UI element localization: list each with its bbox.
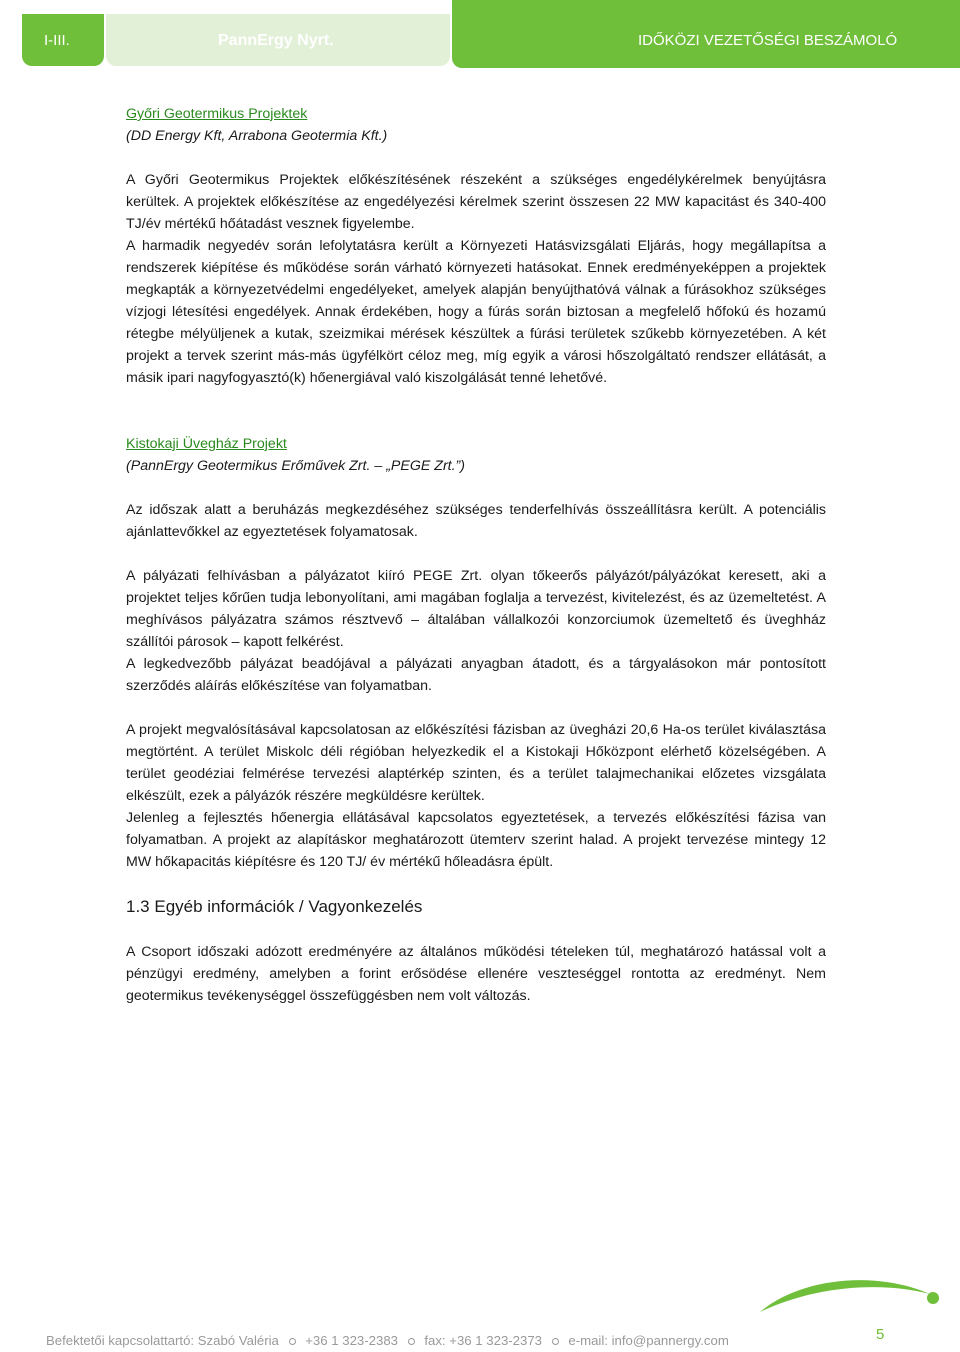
section-title-gyor: Győri Geotermikus Projektek xyxy=(126,106,308,122)
header-report-title: IDŐKÖZI VEZETŐSÉGI BESZÁMOLÓ xyxy=(638,32,898,49)
footer-phone: +36 1 323-2383 xyxy=(305,1333,398,1348)
section-title-kistokaj: Kistokaji Üvegház Projekt xyxy=(126,436,287,452)
section-heading-other: 1.3 Egyéb információk / Vagyonkezelés xyxy=(126,897,423,916)
paragraph: A pályázati felhívásban a pályázatot kiíró PEGE Zrt. olyan tőkeerős pályázót/pályázókat keresett, aki a projektet teljes kőrűen tudja lebonyolítani, ami magában foglalja a tervezést, kivitelezést, és az üzemeltetést. A meghívásos pályázatra számos résztvevő – általában vállalkozói konzorciumok üzemeltető és üveghház szállítói párosok – kapott felkérést. xyxy=(126,568,826,650)
paragraph: Az időszak alatt a beruházás megkezdéséhez szükséges tenderfelhívás összeállításra került. A potenciális ajánlattevőkkel az egyeztetések folyamatosak. xyxy=(126,502,826,540)
header-company: PannErgy Nyrt. xyxy=(218,32,334,49)
document-body xyxy=(126,103,826,1007)
footer-email[interactable]: e-mail: info@pannergy.com xyxy=(568,1333,729,1348)
section-subtitle-kistokaj: (PannErgy Geotermikus Erőművek Zrt. – „PEGE Zrt.”) xyxy=(126,458,466,474)
separator-dot-icon xyxy=(552,1338,559,1345)
paragraph: A Csoport időszaki adózott eredményére az általános működési tételeken túl, meghatározó hatással volt a pénzügyi eredmény, amelyben a forint erősödése ellenére veszteséggel rontotta az eredményt. Nem geotermikus tevékenységgel összefüggésben nem volt változás. xyxy=(126,944,826,1004)
section-subtitle-gyor: (DD Energy Kft, Arrabona Geotermia Kft.) xyxy=(126,128,388,144)
page-header xyxy=(0,0,960,68)
footer-contact-person: Befektetői kapcsolattartó: Szabó Valéria xyxy=(46,1333,279,1348)
page-footer xyxy=(46,1333,729,1348)
paragraph: Jelenleg a fejlesztés hőenergia ellátásával kapcsolatos egyeztetések, a tervezés előkészítési fázisa van folyamatban. A projekt az alapításkor meghatározott ütemterv szerint halad. A projekt tervezése mintegy 12 MW hőkapacitás kiépítésre és 120 TJ/ év mértékű hőleadásra épült. xyxy=(126,810,826,870)
footer-fax: fax: +36 1 323-2373 xyxy=(424,1333,543,1348)
page-number: 5 xyxy=(876,1326,885,1343)
swoosh-logo-icon xyxy=(755,1268,945,1318)
paragraph: A Győri Geotermikus Projektek előkészítésének részeként a szükséges engedélykérelmek benyújtásra kerültek. A projektek előkészítése az engedélyezési kérelmek szerint összesen 22 MW kapacitást és 340-400 TJ/év mértékű hőátadást vesznek figyelembe. xyxy=(126,172,826,232)
paragraph: A legkedvezőbb pályázat beadójával a pályázati anyagban átadott, és a tárgyalásokon már pontosított szerződés aláírás előkészítése van folyamatban. xyxy=(126,656,826,694)
separator-dot-icon xyxy=(408,1338,415,1345)
separator-dot-icon xyxy=(289,1338,296,1345)
header-period: I-III. xyxy=(44,32,70,49)
paragraph: A harmadik negyedév során lefolytatásra került a Környezeti Hatásvizsgálati Eljárás, hogy megállapítsa a rendszerek kiépítése és működése során várható környezeti hatásokat. Ennek eredményeképpen a projektek megkapták a környezetvédelmi engedélyeket, amelyek alapján benyújthatóvá válnak a fúrásokhoz szükséges vízjogi létesítési engedélyek. Annak érdekében, hogy a fúrás során biztosan a megfelelő hőfokú és hozamú rétegbe mélyüljenek a kutak, szeizmikai mérések készültek a fúrási területek szűkebb környezetében. A két projekt a tervek szerint más-más ügyfélkört céloz meg, míg egyik a városi hőszolgáltató rendszer ellátását, a másik ipari nagyfogyasztó(k) hőenergiával való kiszolgálását tenné lehetővé. xyxy=(126,238,826,386)
paragraph: A projekt megvalósításával kapcsolatosan az előkészítési fázisban az üvegházi 20,6 Ha-os terület kiválasztása megtörtént. A terület Miskolc déli régióban helyezkedik el a Kistokaji Hőközpont elérhető közelségében. A terület geodéziai felmérése tervezési alaptérkép szinten, és a terület talajmechanikai előzetes vizsgálata elkészült, ezek a pályázók részére megküldésre kerültek. xyxy=(126,722,826,804)
